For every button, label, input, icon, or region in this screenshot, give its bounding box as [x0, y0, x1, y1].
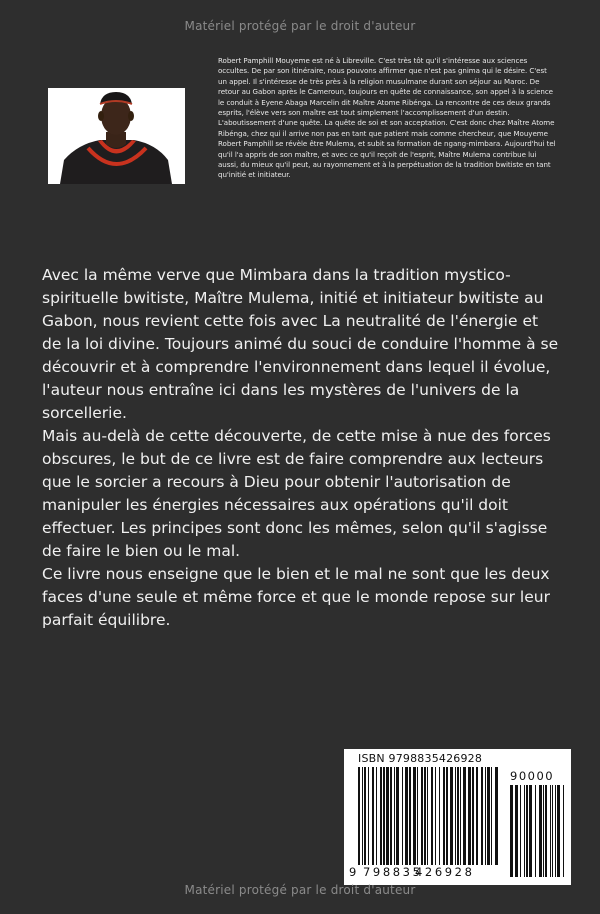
price-code: 90000: [510, 769, 555, 783]
author-photo: [48, 88, 185, 184]
summary-paragraph-1: Avec la même verve que Mimbara dans la tradition mystico-spirituelle bwitiste, Maître Mulema, initié et initiateur bwitiste au Gabon, nous revient cette fois avec La neutralité de l'énergie et de la loi divine. Toujours animé du souci de conduire l'homme à se découvrir et à comprendre l'environnement dans lequel il évolue, l'auteur nous entraîne ici dans les mystères de l'univers de la sorcellerie.: [42, 266, 559, 422]
author-bio: Robert Pamphill Mouyeme est né à Libreville. C'est très tôt qu'il s'intéresse aux sciences occultes. De par son itinéraire, nous pouvons affirmer que n'est pas gnima qui le désire. C'est un appel. Il s'intéresse de très près à la religion musulmane durant son séjour au Maroc. De retour au Gabon après le Cameroun, toujours en quête de connaissance, son appel à la science le conduit à Eyene Abaga Marcelin dit Maître Atome Ribénga. La rencontre de ces deux grands esprits, l'élève vers son maître est tout simplement l'accomplissement d'un destin. L'aboutissement d'une quête. La quête de soi et son acceptation. C'est donc chez Maître Atome Ribénga, chez qui il arrive non pas en tant que patient mais comme chercheur, que Mouyeme Robert Pamphill se révèle être Mulema, et subit sa formation de ngang-mimbara. Aujourd'hui tel qu'il l'a appris de son maître, et avec ce qu'il reçoit de l'esprit, Maître Mulema contribue lui aussi, du mieux qu'il peut, au rayonnement et à la perpétuation de la tradition bwitiste en tant qu'initié et initiateur.: [218, 56, 556, 180]
barcode-left-digits: 798835: [363, 865, 423, 879]
book-summary: [42, 264, 562, 632]
summary-paragraph-3: Ce livre nous enseigne que le bien et le mal ne sont que les deux faces d'une seule et même force et que le monde repose sur leur parfait équilibre.: [42, 565, 550, 629]
isbn-label: ISBN 9798835426928: [358, 752, 483, 765]
isbn-barcode: [344, 749, 571, 885]
copyright-watermark-top: Matériel protégé par le droit d'auteur: [184, 19, 416, 33]
summary-paragraph-2: Mais au-delà de cette découverte, de cette mise à nue des forces obscures, le but de ce livre est de faire comprendre aux lecteurs que le sorcier a recours à Dieu pour obtenir l'autorisation de manipuler les énergies nécessaires aux opérations qu'il doit effectuer. Les principes sont donc les mêmes, selon qu'il s'agisse de faire le bien ou le mal.: [42, 427, 551, 560]
barcode-first-digit: 9: [349, 865, 357, 879]
copyright-watermark-bottom: Matériel protégé par le droit d'auteur: [184, 883, 416, 897]
author-portrait-image: [48, 88, 185, 184]
barcode-right-digits: 426928: [415, 865, 475, 879]
